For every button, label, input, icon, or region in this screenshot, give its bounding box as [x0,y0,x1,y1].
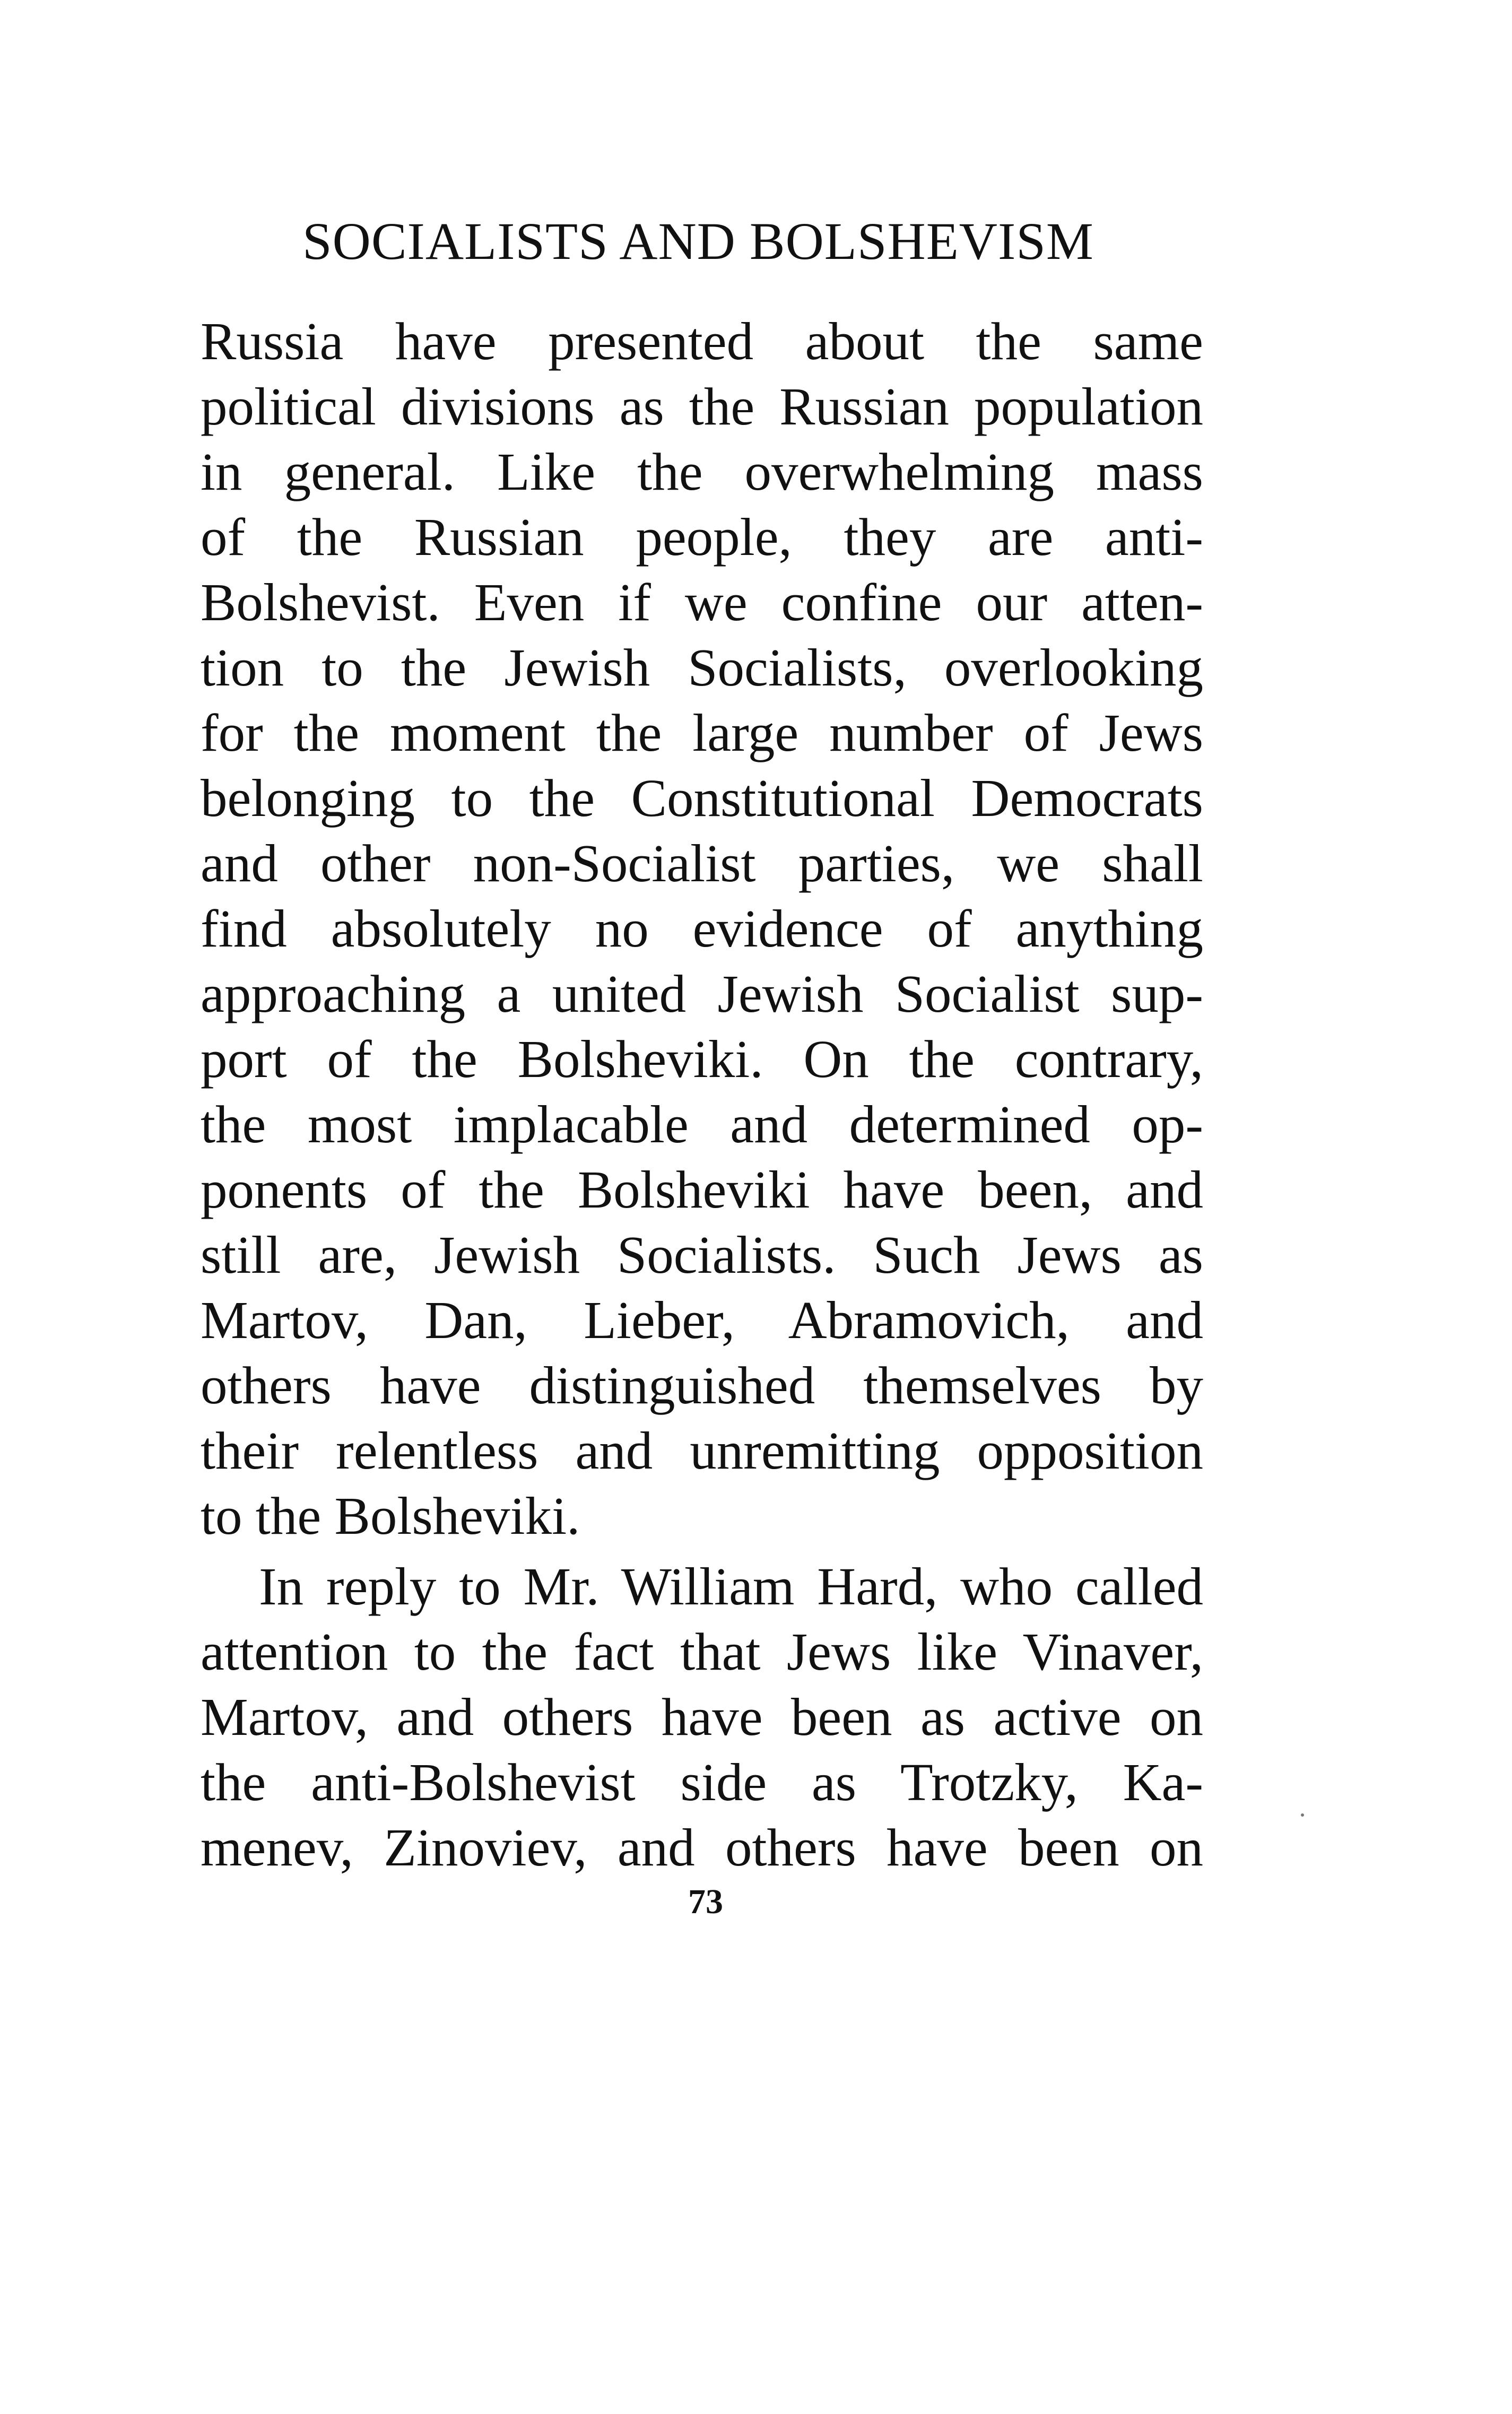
text-line: in general. Like the overwhelming mass [201,442,1203,501]
text-line: others have distinguished themselves by [201,1356,1203,1415]
text-line: the anti-Bolshevist side as Trotzky, Ka- [201,1752,1203,1812]
text-line: Bolshevist. Even if we confine our atten- [201,572,1203,632]
text-line: and other non-Socialist parties, we shall [201,833,1203,893]
text-line: find absolutely no evidence of anything [201,899,1203,958]
text-line: of the Russian people, they are anti- [201,507,1203,567]
text-line: port of the Bolsheviki. On the contrary, [201,1029,1203,1089]
text-line: attention to the fact that Jews like Vinaver, [201,1622,1203,1681]
text-line: tion to the Jewish Socialists, overlooking [201,638,1203,697]
paragraph-gap [201,1549,1203,1554]
body-text [201,309,1203,1880]
paragraph-1 [201,309,1203,1549]
page-number: 73 [688,1882,723,1921]
running-head: SOCIALISTS AND BOLSHEVISM [302,212,1094,271]
text-line: In reply to Mr. William Hard, who called [259,1557,1203,1616]
text-line: Martov, and others have been as active on [201,1687,1203,1747]
text-line: approaching a united Jewish Socialist sup- [201,964,1203,1023]
text-line: ponents of the Bolsheviki have been, and [201,1160,1203,1219]
paragraph-2 [201,1554,1203,1880]
scan-speck [1301,1813,1304,1817]
text-line: the most implacable and determined op- [201,1095,1203,1154]
text-line: menev, Zinoviev, and others have been on [201,1818,1203,1877]
text-line: their relentless and unremitting opposition [201,1421,1203,1480]
text-line: for the moment the large number of Jews [201,703,1203,762]
text-line: political divisions as the Russian population [201,377,1203,436]
text-line: still are, Jewish Socialists. Such Jews as [201,1225,1203,1284]
text-line: to the Bolsheviki. [201,1486,580,1545]
text-line: belonging to the Constitutional Democrats [201,768,1203,828]
text-line: Russia have presented about the same [201,311,1203,371]
text-line: Martov, Dan, Lieber, Abramovich, and [201,1290,1203,1350]
